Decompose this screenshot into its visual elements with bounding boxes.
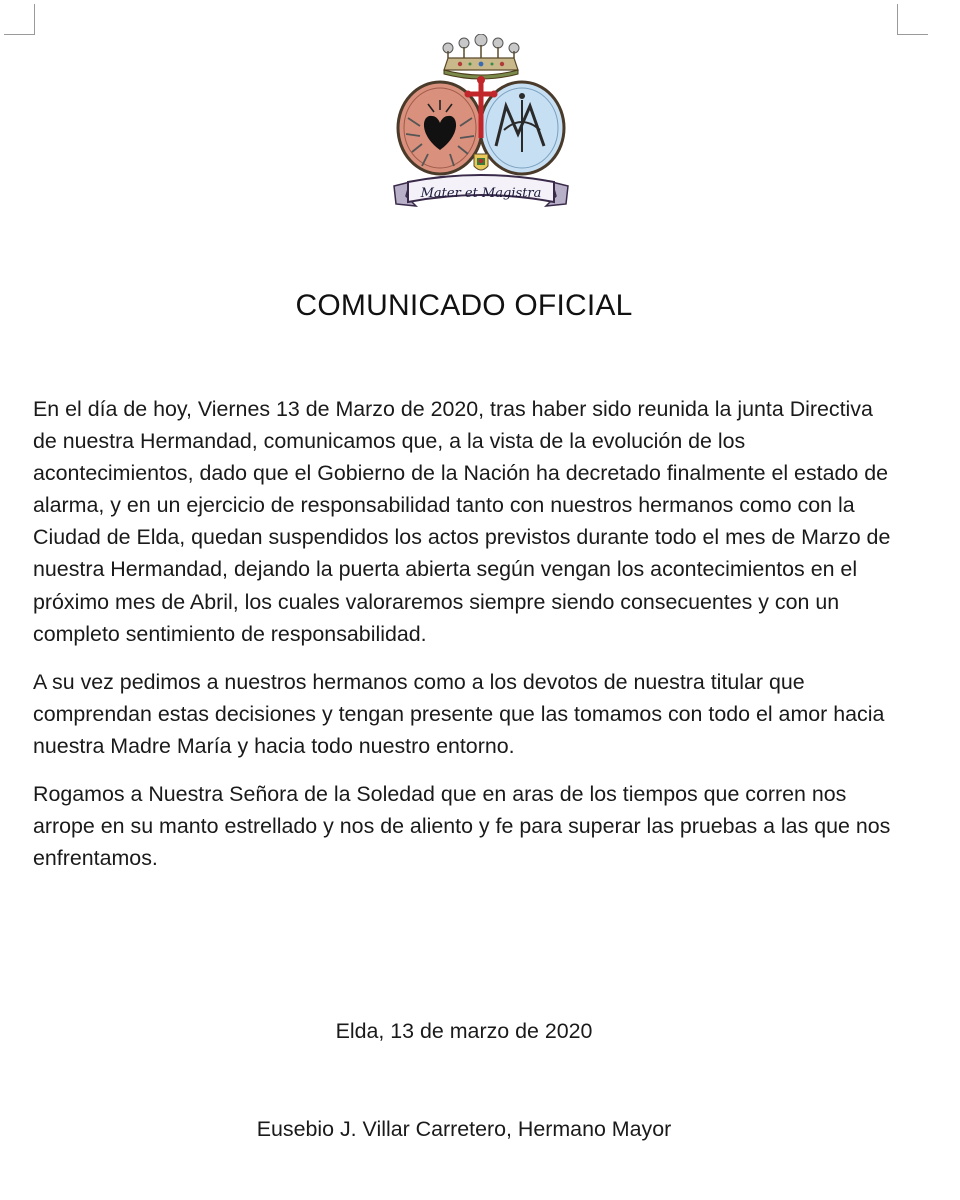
body-paragraph: A su vez pedimos a nuestros hermanos como a los devotos de nuestra titular que comprendan estas decisiones y tengan presente que las tomamos con todo el amor hacia nuestra Madre María y hacia todo nuestro entorno. [33, 669, 885, 758]
signature-line: Eusebio J. Villar Carretero, Hermano Mayor [256, 1117, 672, 1141]
document-body [33, 393, 899, 890]
city-shield-icon [474, 154, 488, 170]
svg-text:Mater et Magistra: Mater et Magistra [420, 186, 542, 201]
place-and-date: Elda, 13 de marzo de 2020 [335, 1019, 593, 1043]
page-corner-mark-top-left [4, 4, 35, 35]
document-title: COMUNICADO OFICIAL [295, 289, 633, 322]
motto-ribbon [394, 175, 568, 206]
body-paragraph: En el día de hoy, Viernes 13 de Marzo de 2020, tras haber sido reunida la junta Directiva de nuestra Hermandad, comunicamos que, a la vista de la evolución de los acontecimientos, dado que el Gobierno de la Nación ha decretado finalmente el estado de alarma, y en un ejercicio de responsabilidad tanto con nuestros hermanos como con la Ciudad de Elda, quedan suspendidos los actos previstos durante todo el mes de Marzo de nuestra Hermandad, dejando la puerta abierta según vengan los acontecimientos en el próximo mes de Abril, los cuales valoraremos siempre siendo consecuentes y con un completo sentimiento de responsabilidad. [33, 397, 891, 646]
body-paragraph: Rogamos a Nuestra Señora de la Soledad que en aras de los tiempos que corren nos arrope en su manto estrellado y nos de aliento y fe para superar las pruebas a las que nos enfrentamos. [33, 782, 891, 871]
brotherhood-coat-of-arms [388, 34, 574, 218]
crown-icon [443, 34, 519, 79]
page-corner-mark-top-right [897, 4, 928, 35]
